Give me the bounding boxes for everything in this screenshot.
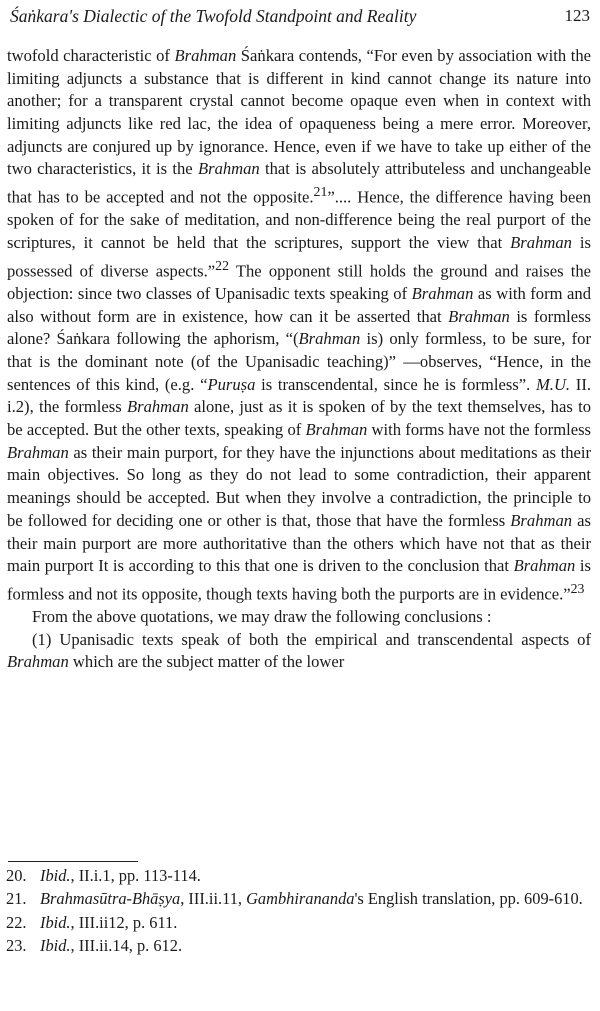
body-paragraph: (1) Upanisadic texts speak of both the empirical and transcendental aspects of Brahman which are the subject matter of the lower <box>7 629 591 672</box>
footnote <box>6 887 592 910</box>
footnotes <box>6 864 592 957</box>
footnote <box>6 864 592 887</box>
footnote-text: Ibid., II.i.1, pp. 113-114. <box>40 866 201 885</box>
page-number: 123 <box>564 6 590 25</box>
body-paragraph: From the above quotations, we may draw the following conclusions : <box>32 607 492 627</box>
footnote <box>6 911 592 934</box>
footnote-number: 20. <box>6 866 27 885</box>
footnote <box>6 934 592 957</box>
footnote-text: Ibid., III.ii.14, p. 612. <box>40 935 183 955</box>
footnote-text: Ibid., III.ii12, p. 611. <box>40 912 178 932</box>
footnote-number: 21. <box>6 889 27 909</box>
running-header-title: Śaṅkara's Dialectic of the Twofold Standpoint and Reality <box>10 6 417 26</box>
body-text <box>7 45 591 674</box>
running-header <box>10 6 590 30</box>
body-paragraph: twofold characteristic of Brahman Śaṅkara contends, “For even by association with the limiting adjuncts a substance that is different in kind cannot change its nature into another; for a transparent crystal cannot become opaque even when in context with limiting adjuncts like red lac, the idea of opaqueness being a mere error. Moreover, adjuncts are conjured up by ignorance. Hence, even if we have to take up either of the two characteristics, it is the Brahman that is absolutely attributeless and unchangeable that has to be accepted and not the opposite.$^{21}$”.... Hence, the difference having been spoken of for the sake of meditation, and non-difference being the real purport of the scriptures, it cannot be held that the scriptures, support the view that Brahman is possessed of diverse aspects.”$^{22}$ The opponent still holds the ground and raises the objection: since two classes of Upanisadic texts speaking of Brahman as with form and also without form are in existence, how can it be asserted that Brahman is formless alone? Śaṅkara following the aphorism, “(Brahman is) only formless, to be sure, for that is the dominant note (of the Upanisadic teaching)” —observes, “Hence, in the sentences of this kind, (e.g. “Puruṣa is transcendental, since he is formless”. M.U. II. i.2), the formless Brahman alone, just as it is spoken of by the text themselves, has to be accepted. But the other texts, speaking of Brahman with forms have not the formless Brahman as their main purport, for they have the injunctions about meditations as their main objectives. So long as they do not lead to some contradiction, their apparent meanings should be accepted. But when they involve a contradiction, the principle to be followed for deciding one or other is that, those that have the formless Brahman as their main purport are more authoritative than the others which have not that as their main purport It is according to this that one is driven to the conclusion that Brahman is formless and not its opposite, though texts having both the purports are in evidence.”$^{23}$ <box>7 46 591 604</box>
footnote-number: 23. <box>6 935 27 955</box>
footnote-number: 22. <box>6 912 27 932</box>
footnote-text: Brahmasūtra-Bhāṣya, III.ii.11, Gambhirananda's English translation, pp. 609-610. <box>40 889 583 909</box>
footnote-divider <box>8 861 138 862</box>
